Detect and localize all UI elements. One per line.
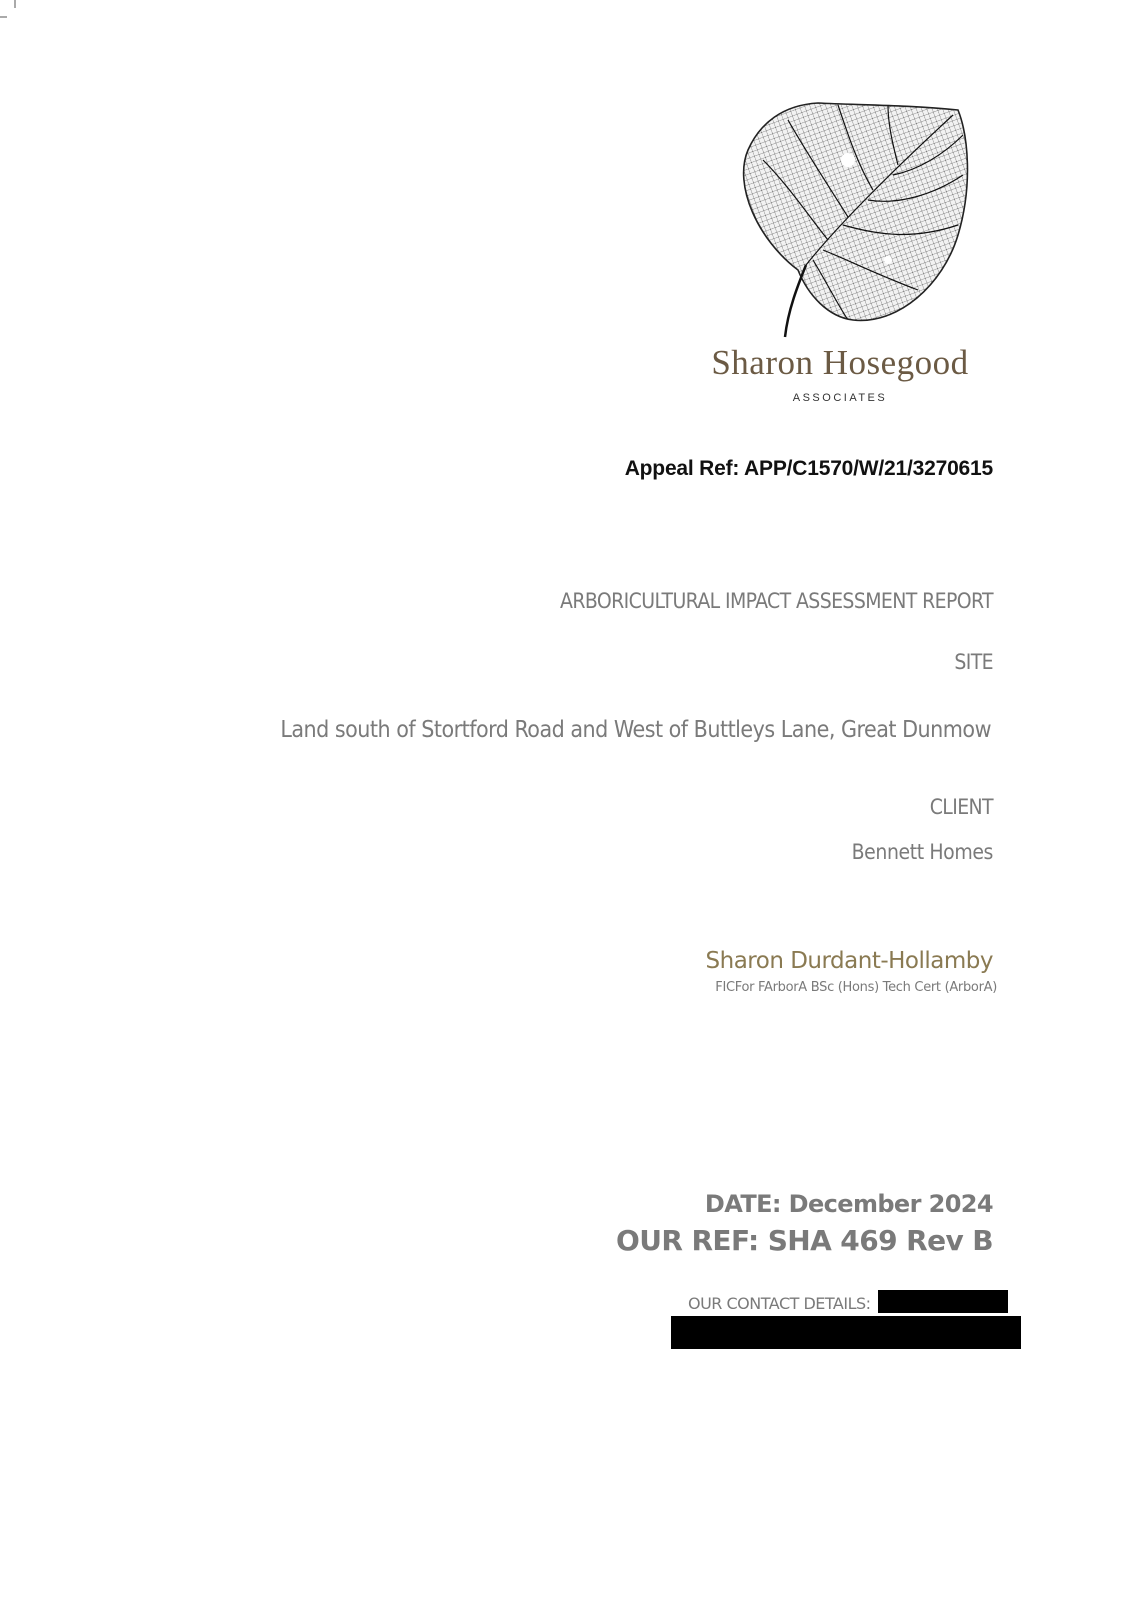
report-date: DATE: December 2024 (704, 1190, 993, 1218)
client-label: CLIENT (929, 795, 993, 819)
appeal-reference: Appeal Ref: APP/C1570/W/21/3270615 (624, 457, 993, 480)
redaction-bar (671, 1316, 1021, 1349)
site-label: SITE (954, 650, 993, 674)
client-name: Bennett Homes (851, 840, 993, 864)
crop-mark-icon (0, 0, 16, 18)
skeleton-leaf-icon (688, 75, 992, 345)
site-address: Land south of Stortford Road and West of Buttleys Lane, Great Dunmow (280, 717, 991, 743)
author-name: Sharon Durdant-Hollamby (705, 948, 993, 974)
author-qualifications: FICFor FArborA BSc (Hons) Tech Cert (ArborA) (715, 980, 997, 995)
contact-details-label: OUR CONTACT DETAILS: (688, 1294, 871, 1313)
redaction-bar (878, 1290, 1008, 1313)
brand-name: Sharon Hosegood (711, 343, 969, 382)
our-reference: OUR REF: SHA 469 Rev B (616, 1224, 993, 1257)
company-logo (688, 75, 992, 427)
report-title: ARBORICULTURAL IMPACT ASSESSMENT REPORT (560, 589, 993, 613)
brand-subtitle: ASSOCIATES (792, 392, 888, 404)
